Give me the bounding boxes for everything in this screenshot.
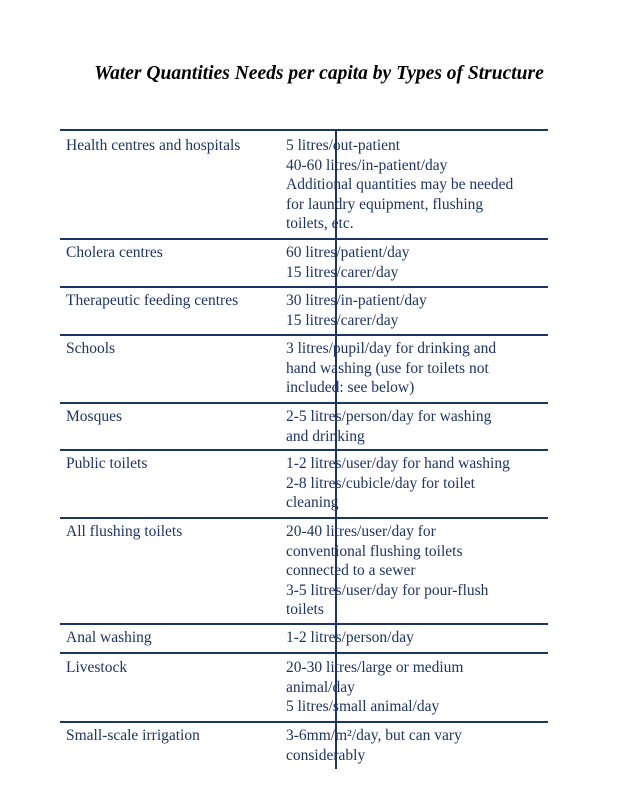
quantity-line: considerably [286, 746, 366, 764]
row-rule [60, 449, 548, 451]
row-quantity-irrigation [286, 726, 551, 765]
row-type-mosques: Mosques [66, 408, 122, 425]
quantity-line: 5 litres/out-patient [286, 137, 401, 154]
quantity-line: conventional flushing toilets [286, 542, 463, 560]
quantity-line: 15 litres/carer/day [286, 263, 399, 281]
row-quantity-cholera-centres [286, 243, 551, 282]
row-type-flushing-toilets: All flushing toilets [66, 523, 183, 540]
quantity-line: toilets [286, 601, 324, 618]
row-quantity-anal-washing [286, 628, 551, 648]
row-type-anal-washing: Anal washing [66, 629, 152, 646]
table-top-rule [60, 129, 548, 131]
row-rule [60, 334, 548, 336]
quantity-line: 2-8 litres/cubicle/day for toilet [286, 474, 475, 492]
row-quantity-public-toilets [286, 454, 551, 513]
row-type-cholera-centres: Cholera centres [66, 244, 163, 261]
quantity-line: 15 litres/carer/day [286, 311, 399, 329]
row-rule [60, 286, 548, 288]
quantity-line: 5 litres/small animal/day [286, 698, 440, 715]
row-quantity-health-centres [286, 136, 551, 234]
quantity-line: hand washing (use for toilets not [286, 359, 489, 377]
row-type-livestock: Livestock [66, 659, 128, 676]
quantity-line: animal/day [286, 678, 355, 696]
row-type-health-centres: Health centres and hospitals [66, 137, 241, 154]
row-quantity-mosques [286, 407, 551, 446]
quantity-line: 30 litres/in-patient/day [286, 292, 427, 309]
quantity-line: 3-5 litres/user/day for pour-flush [286, 581, 489, 599]
quantity-line: 20-40 litres/user/day for [286, 523, 436, 540]
row-quantity-flushing-toilets [286, 522, 551, 620]
quantity-line: 60 litres/patient/day [286, 244, 410, 261]
quantity-line: 40-60 litres/in-patient/day [286, 156, 448, 174]
row-rule [60, 721, 548, 723]
quantity-line: 20-30 litres/large or medium [286, 659, 464, 676]
row-rule [60, 238, 548, 240]
row-rule [60, 517, 548, 519]
row-type-therapeutic-feeding: Therapeutic feeding centres [66, 292, 239, 309]
row-type-schools: Schools [66, 340, 116, 357]
quantity-line: 1-2 litres/user/day for hand washing [286, 455, 510, 472]
page-title: Water Quantities Needs per capita by Types of Structure [94, 63, 544, 84]
row-rule [60, 623, 548, 625]
quantity-line: 3-6mm/m²/day, but can vary [286, 727, 462, 744]
row-quantity-therapeutic-feeding [286, 291, 551, 330]
row-rule [60, 652, 548, 654]
quantity-line: 1-2 litres/person/day [286, 629, 414, 646]
row-rule [60, 402, 548, 404]
row-quantity-livestock [286, 658, 551, 717]
row-type-public-toilets: Public toilets [66, 455, 148, 472]
quantity-line: included: see below) [286, 379, 415, 396]
row-type-irrigation: Small-scale irrigation [66, 727, 200, 744]
row-quantity-schools [286, 339, 551, 398]
quantity-line: 3 litres/pupil/day for drinking and [286, 340, 497, 357]
quantity-line: connected to a sewer [286, 562, 416, 579]
water-quantities-table [60, 129, 548, 769]
quantity-line: cleaning [286, 494, 339, 511]
quantity-line: for laundry equipment, flushing [286, 195, 484, 213]
quantity-line: 2-5 litres/person/day for washing [286, 408, 492, 425]
quantity-line: and drinking [286, 427, 365, 445]
quantity-line: toilets, etc. [286, 215, 354, 232]
quantity-line: Additional quantities may be needed [286, 176, 514, 193]
